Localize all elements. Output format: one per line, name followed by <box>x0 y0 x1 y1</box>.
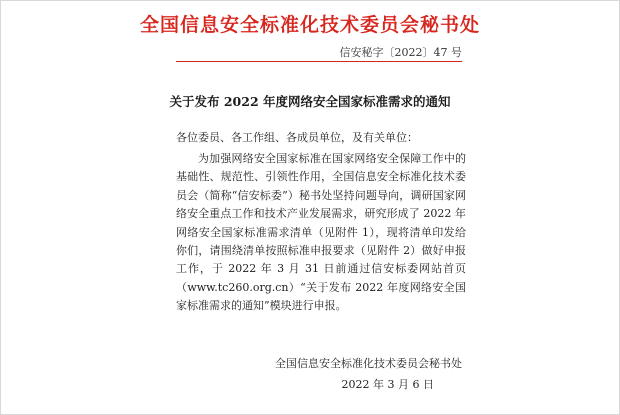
notice-title: 关于发布 2022 年度网络安全国家标准需求的通知 <box>169 94 451 109</box>
letterhead-divider <box>176 61 462 62</box>
notice-body: 为加强网络安全国家标准在国家网络安全保障工作中的基础性、规范性、引领性作用，全国信息安全标准化技术委员会（简称“信安标委”）秘书处坚持问题导向，调研国家网络安全重点工作和技术产业发展需求，研究形成了 2022 年网络安全国家标准需求清单（见附件 1），现将清单印发给你们，请围绕清单按照标准申报要求（见附件 2）做好申报工作，于 2022 年 3 月 31 日前通过信安标委网站首页（www.tc260.org.cn）“关于发布 2022 年度网络安全国家标准需求的通知”模块进行申报。 <box>176 152 466 313</box>
document-number: 信安秘字〔2022〕47 号 <box>339 46 462 59</box>
letterhead-title: 全国信息安全标准化技术委员会秘书处 <box>139 14 480 36</box>
signature: 全国信息安全标准化技术委员会秘书处 <box>275 357 462 370</box>
issue-date: 2022 年 3 月 6 日 <box>341 378 434 391</box>
salutation: 各位委员、各工作组、各成员单位，及有关单位： <box>176 131 418 144</box>
